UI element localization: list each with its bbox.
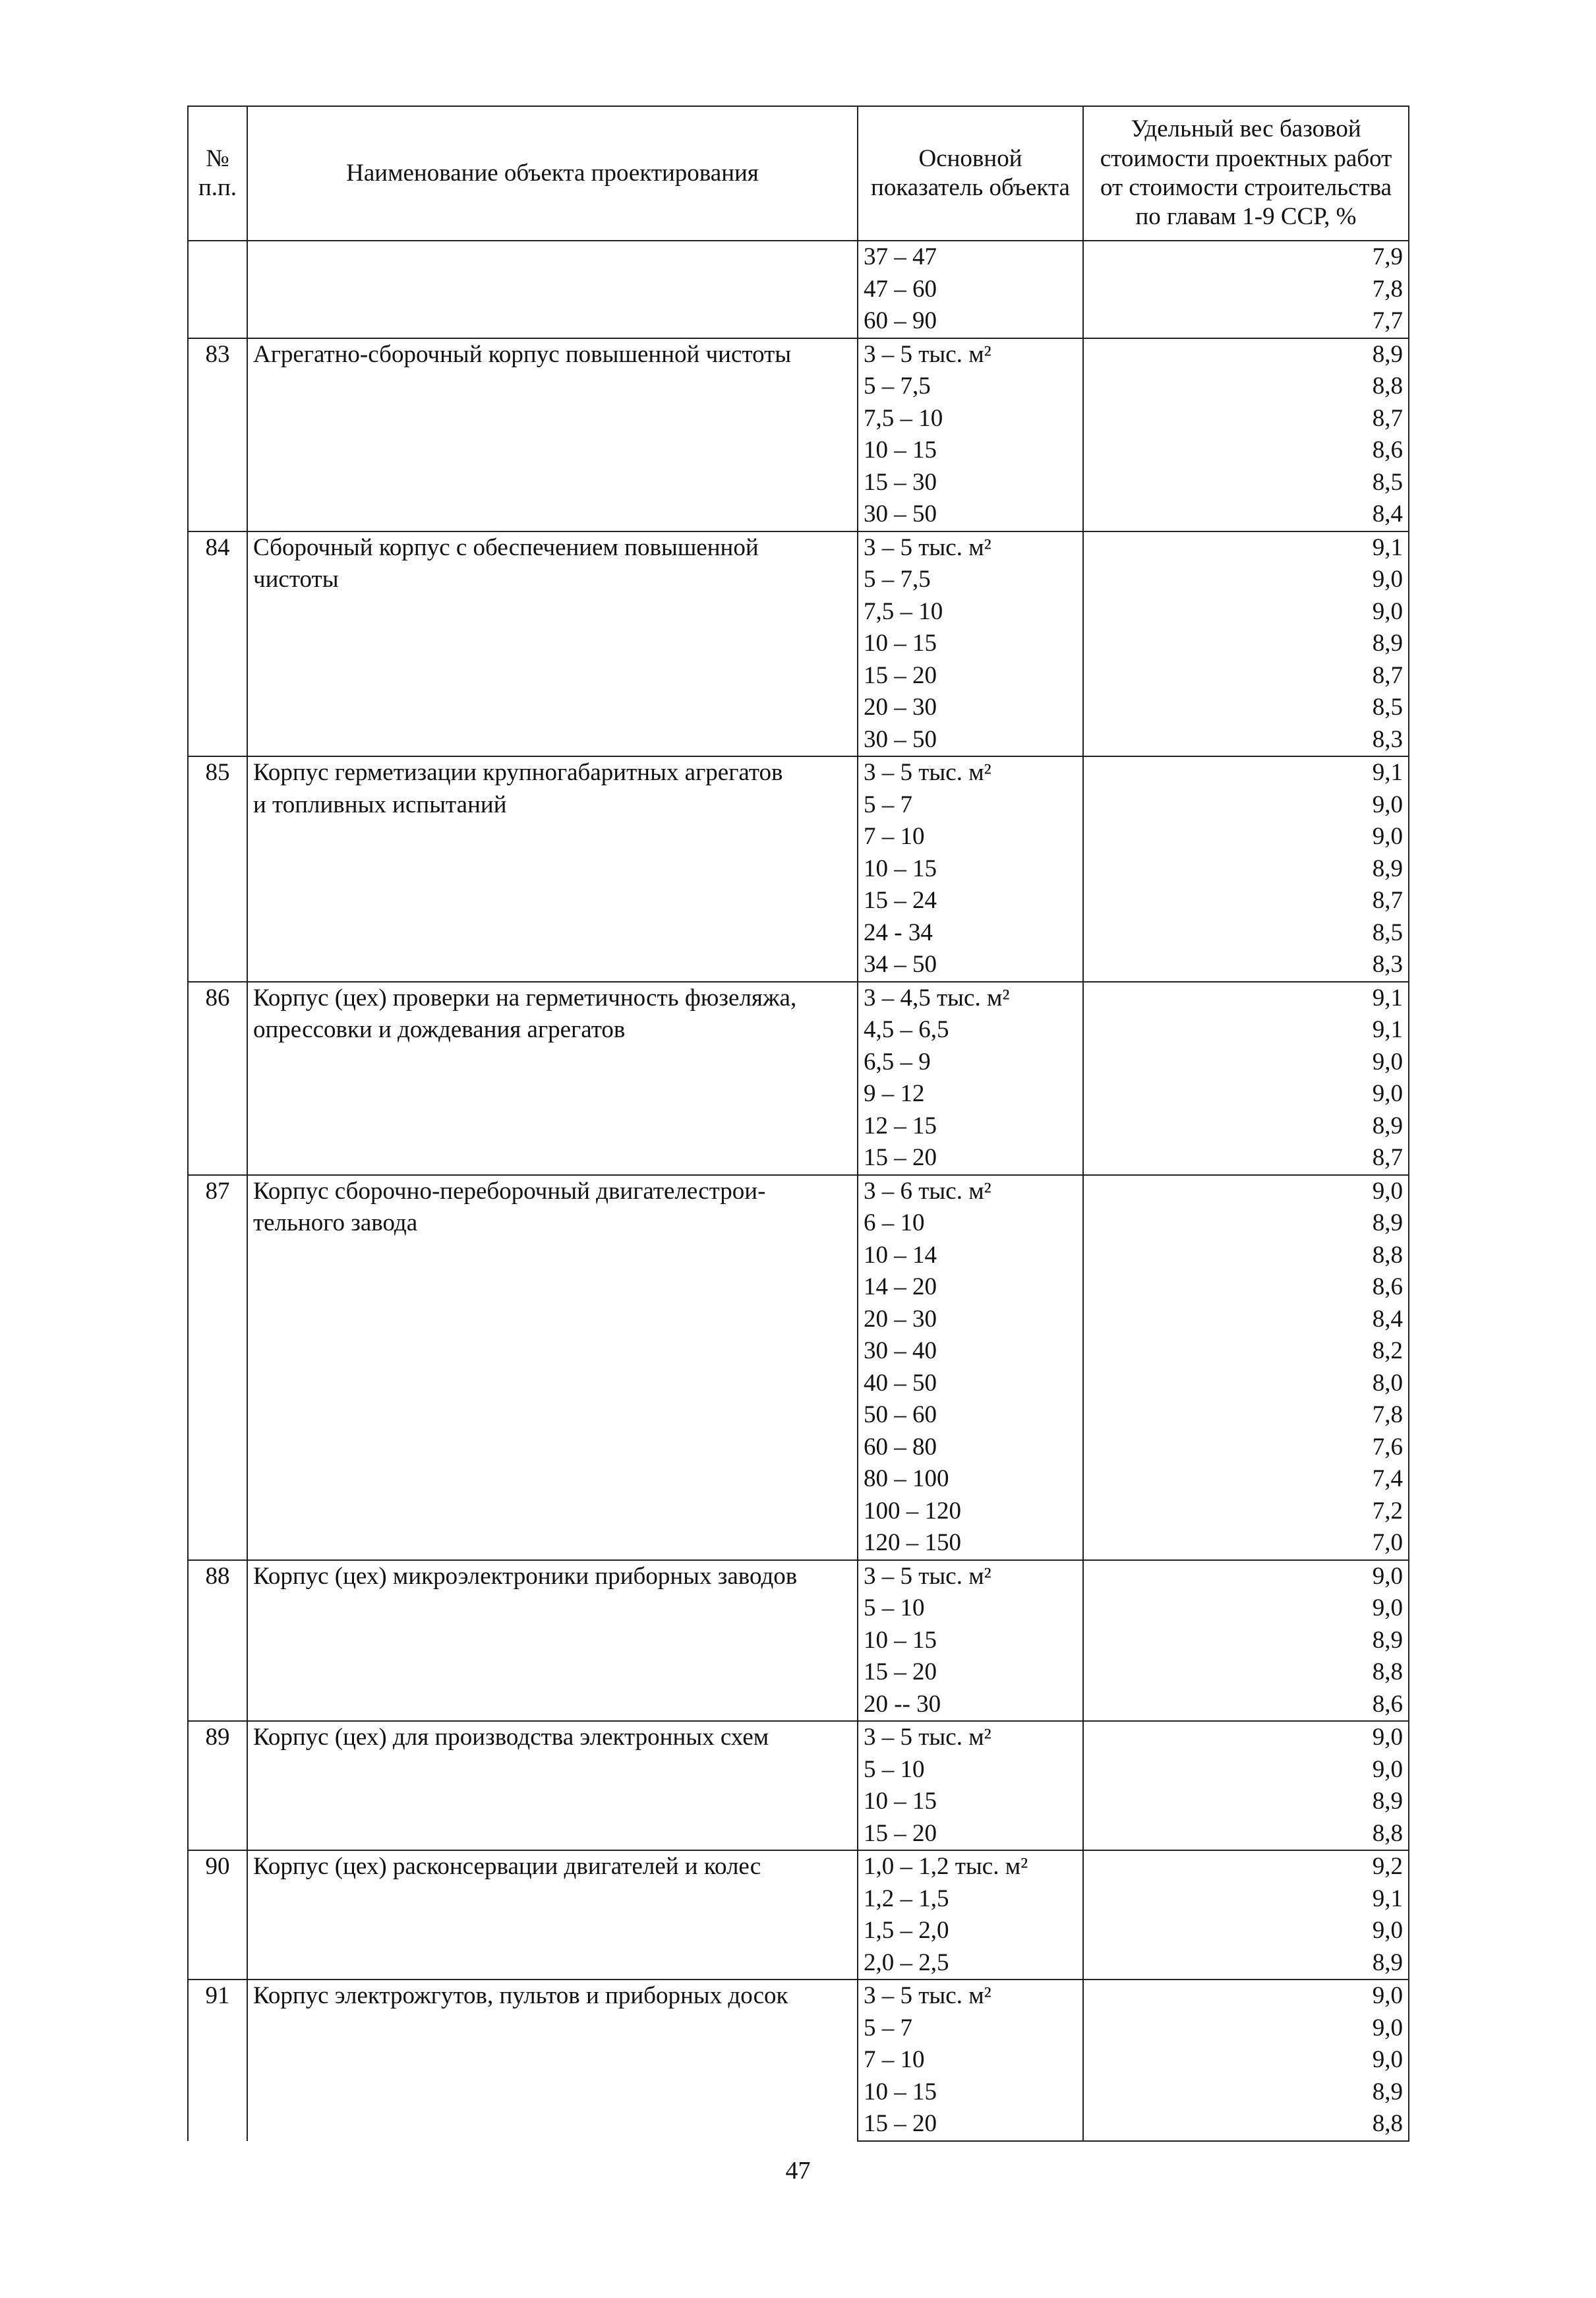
indicator-range: 30 – 40	[858, 1335, 1083, 1368]
cost-share-value: 8,9	[1083, 1207, 1409, 1240]
header-main-indicator: Основной показатель объекта	[858, 106, 1083, 241]
object-name	[247, 241, 858, 338]
indicator-range: 37 – 47	[858, 241, 1083, 274]
table-body	[188, 241, 1409, 2141]
table-row	[188, 756, 1409, 789]
cost-share-value: 7,8	[1083, 274, 1409, 306]
cost-share-value: 8,4	[1083, 499, 1409, 531]
object-name-line: Корпус сборочно-переборочный двигателестрои-	[253, 1177, 766, 1205]
cost-share-value: 8,5	[1083, 692, 1409, 724]
indicator-range: 30 – 50	[858, 499, 1083, 531]
cost-share-value: 9,0	[1083, 1721, 1409, 1754]
item-number: 85	[188, 756, 247, 982]
indicator-range: 24 - 34	[858, 917, 1083, 950]
cost-share-value: 9,1	[1083, 1014, 1409, 1046]
indicator-range: 34 – 50	[858, 949, 1083, 982]
indicator-range: 9 – 12	[858, 1078, 1083, 1110]
table-row	[188, 982, 1409, 1015]
cost-share-value: 8,4	[1083, 1304, 1409, 1336]
table-row	[188, 1721, 1409, 1754]
object-name	[247, 1175, 858, 1560]
table-row	[188, 1850, 1409, 1883]
cost-share-value: 9,0	[1083, 1175, 1409, 1208]
indicator-range: 10 – 15	[858, 1786, 1083, 1818]
object-name	[247, 1560, 858, 1722]
indicator-range: 5 – 7	[858, 2012, 1083, 2045]
cost-share-value: 8,6	[1083, 1689, 1409, 1722]
table-row	[188, 531, 1409, 564]
object-name-line: Агрегатно-сборочный корпус повышенной чистоты	[253, 340, 792, 368]
object-name-line: Корпус (цех) проверки на герметичность фюзеляжа,	[253, 984, 797, 1012]
cost-share-value: 8,8	[1083, 371, 1409, 403]
object-name-line: Корпус (цех) для производства электронных схем	[253, 1724, 769, 1751]
indicator-range: 6,5 – 9	[858, 1046, 1083, 1079]
cost-share-value: 9,1	[1083, 1883, 1409, 1916]
item-number: 90	[188, 1850, 247, 1980]
indicator-range: 6 – 10	[858, 1207, 1083, 1240]
object-name	[247, 531, 858, 757]
cost-share-value: 9,0	[1083, 1980, 1409, 2012]
cost-share-value: 8,9	[1083, 1947, 1409, 1980]
cost-share-value: 8,9	[1083, 1786, 1409, 1818]
table-header-row	[188, 106, 1409, 241]
cost-share-value: 9,0	[1083, 1078, 1409, 1110]
cost-share-value: 8,9	[1083, 1110, 1409, 1143]
object-name-line: тельного завода	[253, 1209, 418, 1236]
item-number: 91	[188, 1980, 247, 2141]
indicator-range: 20 – 30	[858, 1304, 1083, 1336]
table-row	[188, 1980, 1409, 2012]
cost-share-value: 8,0	[1083, 1368, 1409, 1400]
cost-share-value: 8,5	[1083, 917, 1409, 950]
indicator-range: 50 – 60	[858, 1399, 1083, 1432]
indicator-range: 3 – 5 тыс. м²	[858, 1560, 1083, 1593]
cost-share-table	[187, 106, 1409, 2142]
indicator-range: 15 – 20	[858, 2108, 1083, 2141]
object-name-line: Корпус герметизации крупногабаритных агрегатов	[253, 759, 783, 786]
cost-share-value: 7,6	[1083, 1432, 1409, 1464]
table-row	[188, 338, 1409, 371]
indicator-range: 47 – 60	[858, 274, 1083, 306]
header-number: № п.п.	[188, 106, 247, 241]
indicator-range: 60 – 90	[858, 305, 1083, 338]
indicator-range: 3 – 4,5 тыс. м²	[858, 982, 1083, 1015]
indicator-range: 3 – 5 тыс. м²	[858, 1721, 1083, 1754]
cost-share-value: 8,9	[1083, 2076, 1409, 2109]
indicator-range: 12 – 15	[858, 1110, 1083, 1143]
indicator-range: 1,2 – 1,5	[858, 1883, 1083, 1916]
cost-share-value: 8,6	[1083, 1271, 1409, 1304]
object-name	[247, 756, 858, 982]
indicator-range: 100 – 120	[858, 1496, 1083, 1528]
indicator-range: 10 – 15	[858, 2076, 1083, 2109]
object-name-line: Корпус электрожгутов, пультов и приборных досок	[253, 1982, 788, 2009]
indicator-range: 3 – 6 тыс. м²	[858, 1175, 1083, 1208]
item-number: 87	[188, 1175, 247, 1560]
cost-share-value: 9,0	[1083, 2044, 1409, 2076]
object-name-line: и топливных испытаний	[253, 791, 507, 818]
cost-share-value: 7,7	[1083, 305, 1409, 338]
cost-share-value: 7,8	[1083, 1399, 1409, 1432]
item-number: 86	[188, 982, 247, 1175]
header-cost-share: Удельный вес базовой стоимости проектных работ от стоимости строительства по главам 1-9 ССР, %	[1083, 106, 1409, 241]
item-number: 89	[188, 1721, 247, 1850]
indicator-range: 3 – 5 тыс. м²	[858, 756, 1083, 789]
object-name-line: Корпус (цех) микроэлектроники приборных заводов	[253, 1562, 798, 1590]
indicator-range: 40 – 50	[858, 1368, 1083, 1400]
object-name	[247, 1850, 858, 1980]
cost-share-value: 9,0	[1083, 1592, 1409, 1625]
cost-share-value: 8,8	[1083, 1656, 1409, 1689]
indicator-range: 7 – 10	[858, 821, 1083, 853]
cost-share-value: 8,2	[1083, 1335, 1409, 1368]
cost-share-value: 8,8	[1083, 1240, 1409, 1272]
indicator-range: 10 – 15	[858, 628, 1083, 660]
cost-share-value: 8,8	[1083, 1818, 1409, 1851]
item-number: 88	[188, 1560, 247, 1722]
table-row	[188, 241, 1409, 274]
indicator-range: 2,0 – 2,5	[858, 1947, 1083, 1980]
indicator-range: 60 – 80	[858, 1432, 1083, 1464]
indicator-range: 15 – 24	[858, 885, 1083, 917]
indicator-range: 10 – 15	[858, 435, 1083, 467]
object-name	[247, 982, 858, 1175]
object-name	[247, 338, 858, 531]
cost-share-value: 9,2	[1083, 1850, 1409, 1883]
indicator-range: 15 – 20	[858, 660, 1083, 692]
cost-share-value: 7,0	[1083, 1527, 1409, 1560]
table-row	[188, 1560, 1409, 1593]
item-number: 84	[188, 531, 247, 757]
indicator-range: 4,5 – 6,5	[858, 1014, 1083, 1046]
cost-share-value: 8,6	[1083, 435, 1409, 467]
header-object-name: Наименование объекта проектирования	[247, 106, 858, 241]
cost-share-value: 8,3	[1083, 949, 1409, 982]
cost-share-value: 9,0	[1083, 789, 1409, 822]
indicator-range: 5 – 10	[858, 1754, 1083, 1786]
indicator-range: 15 – 20	[858, 1142, 1083, 1175]
indicator-range: 3 – 5 тыс. м²	[858, 1980, 1083, 2012]
page-number: 47	[785, 2157, 811, 2185]
indicator-range: 14 – 20	[858, 1271, 1083, 1304]
cost-share-value: 8,9	[1083, 1625, 1409, 1657]
item-number	[188, 241, 247, 338]
item-number: 83	[188, 338, 247, 531]
object-name-line: опрессовки и дождевания агрегатов	[253, 1016, 626, 1043]
table-row	[188, 1175, 1409, 1208]
cost-share-value: 8,7	[1083, 403, 1409, 435]
object-name	[247, 1721, 858, 1850]
indicator-range: 7,5 – 10	[858, 403, 1083, 435]
cost-share-value: 9,1	[1083, 982, 1409, 1015]
cost-share-value: 8,7	[1083, 1142, 1409, 1175]
cost-share-value: 9,0	[1083, 564, 1409, 596]
cost-share-value: 9,0	[1083, 2012, 1409, 2045]
indicator-range: 5 – 10	[858, 1592, 1083, 1625]
indicator-range: 120 – 150	[858, 1527, 1083, 1560]
indicator-range: 15 – 20	[858, 1656, 1083, 1689]
cost-share-value: 7,9	[1083, 241, 1409, 274]
cost-share-value: 8,7	[1083, 885, 1409, 917]
cost-share-value: 8,8	[1083, 2108, 1409, 2141]
cost-share-value: 8,9	[1083, 338, 1409, 371]
cost-share-value: 8,3	[1083, 724, 1409, 757]
indicator-range: 10 – 15	[858, 1625, 1083, 1657]
indicator-range: 5 – 7,5	[858, 371, 1083, 403]
cost-share-value: 8,7	[1083, 660, 1409, 692]
cost-share-value: 9,0	[1083, 1754, 1409, 1786]
cost-share-value: 8,9	[1083, 628, 1409, 660]
indicator-range: 7,5 – 10	[858, 596, 1083, 628]
cost-share-value: 9,1	[1083, 756, 1409, 789]
indicator-range: 5 – 7	[858, 789, 1083, 822]
indicator-range: 10 – 14	[858, 1240, 1083, 1272]
indicator-range: 20 -- 30	[858, 1689, 1083, 1722]
cost-share-value: 9,0	[1083, 821, 1409, 853]
indicator-range: 1,0 – 1,2 тыс. м²	[858, 1850, 1083, 1883]
cost-share-value: 9,0	[1083, 1915, 1409, 1947]
indicator-range: 15 – 30	[858, 467, 1083, 499]
object-name-line: чистоты	[253, 566, 339, 593]
cost-share-value: 7,4	[1083, 1463, 1409, 1496]
indicator-range: 5 – 7,5	[858, 564, 1083, 596]
object-name	[247, 1980, 858, 2141]
indicator-range: 1,5 – 2,0	[858, 1915, 1083, 1947]
cost-share-value: 8,9	[1083, 853, 1409, 886]
cost-share-value: 9,0	[1083, 1046, 1409, 1079]
indicator-range: 7 – 10	[858, 2044, 1083, 2076]
object-name-line: Корпус (цех) расконсервации двигателей и колес	[253, 1853, 761, 1880]
indicator-range: 3 – 5 тыс. м²	[858, 338, 1083, 371]
cost-share-value: 9,0	[1083, 1560, 1409, 1593]
indicator-range: 10 – 15	[858, 853, 1083, 886]
indicator-range: 80 – 100	[858, 1463, 1083, 1496]
indicator-range: 15 – 20	[858, 1818, 1083, 1851]
cost-share-value: 8,5	[1083, 467, 1409, 499]
object-name-line: Сборочный корпус с обеспечением повышенной	[253, 533, 759, 561]
indicator-range: 30 – 50	[858, 724, 1083, 757]
indicator-range: 3 – 5 тыс. м²	[858, 531, 1083, 564]
indicator-range: 20 – 30	[858, 692, 1083, 724]
cost-share-value: 9,1	[1083, 531, 1409, 564]
cost-share-value: 9,0	[1083, 596, 1409, 628]
cost-share-value: 7,2	[1083, 1496, 1409, 1528]
